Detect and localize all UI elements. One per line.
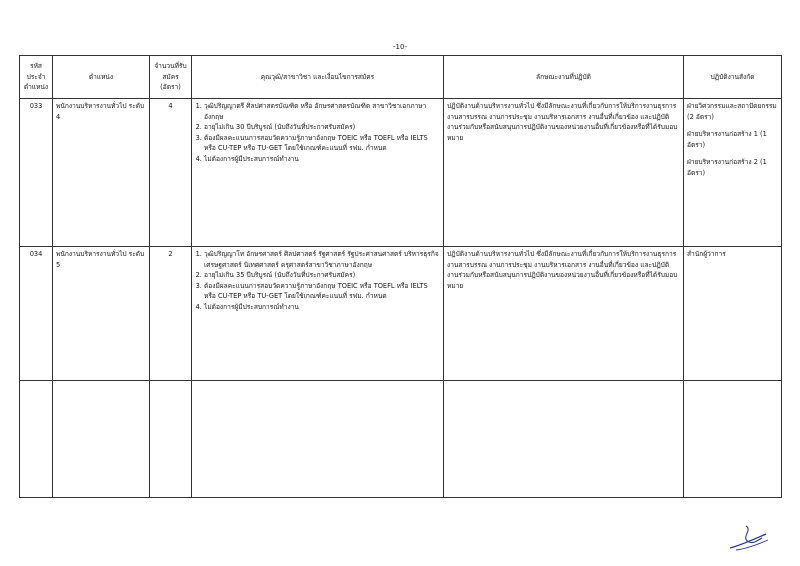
unit-item: ฝ่ายบริหารงานก่อสร้าง 1 (1 อัตรา) [687,130,767,149]
qualifications-cell [192,247,444,381]
position-title: พนักงานบริหารงานทั่วไป ระดับ 4 [53,99,150,247]
qualification-item: 3. ต้องมีผลคะแนนการสอบวัดความรู้ภาษาอังกฤษ TOEIC หรือ TOEFL หรือ IELTS หรือ CU-TEP หรือ TU-GET โดยใช้เกณฑ์คะแนนที่ รฟม. กำหนด [204,281,440,302]
header-code: รหัสประจำตำแหน่ง [20,56,53,99]
position-code: 033 [20,99,53,247]
header-position: ตำแหน่ง [53,56,150,99]
unit-item: ฝ่ายวิศวกรรมและสถาปัตยกรรม (2 อัตรา) [687,102,777,121]
header-unit: ปฏิบัติงานสังกัด [684,56,782,99]
unit-cell [684,247,782,381]
header-count: จำนวนที่รับสมัคร (อัตรา) [150,56,192,99]
position-code: 034 [20,247,53,381]
qualification-item: 1. วุฒิปริญญาโท อักษรศาสตร์ ศิลปศาสตร์ รัฐศาสตร์ รัฐประศาสนศาสตร์ บริหารธุรกิจ เศรษฐศาสตร์ นิเทศศาสตร์ ครุศาสตร์สาขาวิชาภาษาอังกฤษ [204,249,440,270]
qualifications-list [195,249,440,312]
table-header-row [20,56,782,99]
unit-item: ฝ่ายบริหารงานก่อสร้าง 2 (1 อัตรา) [687,158,767,177]
position-title: พนักงานบริหารงานทั่วไป ระดับ 5 [53,247,150,381]
position-count: 2 [150,247,192,381]
header-duties: ลักษณะงานที่ปฏิบัติ [444,56,684,99]
positions-table [19,55,782,498]
unit-item: สำนักผู้ว่าการ [687,250,726,258]
duties-cell: ปฏิบัติงานด้านบริหารงานทั่วไป ซึ่งมีลักษณะงานที่เกี่ยวกับการให้บริการงานธุรการ งานสารบรรณ งานการประชุม งานบริหารเอกสาร งานอื่นที่เกี่ยวข้อง และปฏิบัติงานร่วมกับหรือสนับสนุนการปฏิบัติงานของหน่วยงานอื่นที่เกี่ยวข้องหรือที่ได้รับมอบหมาย [444,99,684,247]
duties-cell: ปฏิบัติงานด้านบริหารงานทั่วไป ซึ่งมีลักษณะงานที่เกี่ยวกับการให้บริการงานธุรการ งานสารบรรณ งานการประชุม งานบริหารเอกสาร งานอื่นที่เกี่ยวข้อง และปฏิบัติงานร่วมกับหรือสนับสนุนการปฏิบัติงานของหน่วยงานอื่นที่เกี่ยวข้องหรือที่ได้รับมอบหมาย [444,247,684,381]
qualification-item: 4. ไม่ต้องการผู้มีประสบการณ์ทำงาน [204,154,440,165]
unit-cell [684,99,782,247]
empty-table-row [20,381,782,498]
qualification-item: 2. อายุไม่เกิน 35 ปีบริบูรณ์ (นับถึงวันที่ประกาศรับสมัคร) [204,270,440,281]
page-number: -10- [393,43,407,51]
handwritten-signature [726,518,770,552]
qualifications-cell [192,99,444,247]
qualification-item: 1. วุฒิปริญญาตรี ศิลปศาสตรบัณฑิต หรือ อักษรศาสตรบัณฑิต สาขาวิชาเอกภาษาอังกฤษ [204,101,440,122]
qualifications-list [195,101,440,164]
table-row [20,247,782,381]
table-row [20,99,782,247]
header-qualifications: คุณวุฒิ/สาขาวิชา และเงื่อนไขการสมัคร [192,56,444,99]
position-count: 4 [150,99,192,247]
qualification-item: 4. ไม่ต้องการผู้มีประสบการณ์ทำงาน [204,302,440,313]
qualification-item: 3. ต้องมีผลคะแนนการสอบวัดความรู้ภาษาอังกฤษ TOEIC หรือ TOEFL หรือ IELTS หรือ CU-TEP หรือ TU-GET โดยใช้เกณฑ์คะแนนที่ รฟม. กำหนด [204,133,440,154]
qualification-item: 2. อายุไม่เกิน 30 ปีบริบูรณ์ (นับถึงวันที่ประกาศรับสมัคร) [204,122,440,133]
